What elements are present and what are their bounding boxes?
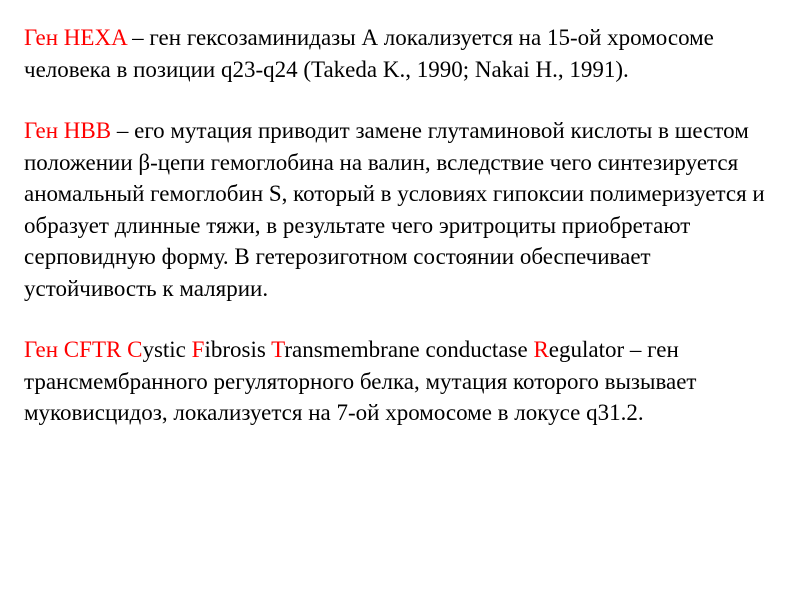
cftr-text-2: ibrosis: [204, 337, 272, 362]
gene-name-hexa: Ген HEXA: [24, 25, 127, 50]
cftr-text-1: ystic: [142, 337, 192, 362]
gene-name-hbb: Ген HBB: [24, 118, 112, 143]
paragraph-hexa: [24, 22, 776, 85]
hbb-description-part2: -цепи гемоглобина на валин, вследствие чего синтезируется аномальный гемоглобин S, который в условиях гипоксии полимеризуется и образует длинные тяжи, в результате чего эритроциты приобретают серповидную форму. В гетерозиготном состоянии обеспечивает устойчивость к малярии.: [24, 149, 765, 301]
cftr-text-4: egulator – ген трансмембранного регуляторного белка, мутация которого вызывает муковисцидоз, локализуется на 7-ой хромосоме в локусе q31.2.: [24, 337, 697, 425]
hexa-description: – ген гексозаминидазы А локализуется на 15-ой хромосоме человека в позиции q23-q24 (Takeda K., 1990; Nakai H., 1991).: [24, 25, 714, 82]
cftr-initial-t: T: [271, 337, 285, 362]
gene-name-cftr: Ген CFTR C: [24, 337, 143, 362]
cftr-initial-f: F: [191, 337, 205, 362]
cftr-text-3: ransmembrane conductase: [284, 337, 534, 362]
cftr-initial-r: R: [533, 337, 549, 362]
hbb-description-part1: – его мутация приводит замене глутаминовой кислоты в шестом положении: [24, 118, 749, 175]
paragraph-hbb: [24, 115, 776, 304]
paragraph-cftr: [24, 334, 776, 429]
beta-symbol: β: [138, 149, 151, 175]
